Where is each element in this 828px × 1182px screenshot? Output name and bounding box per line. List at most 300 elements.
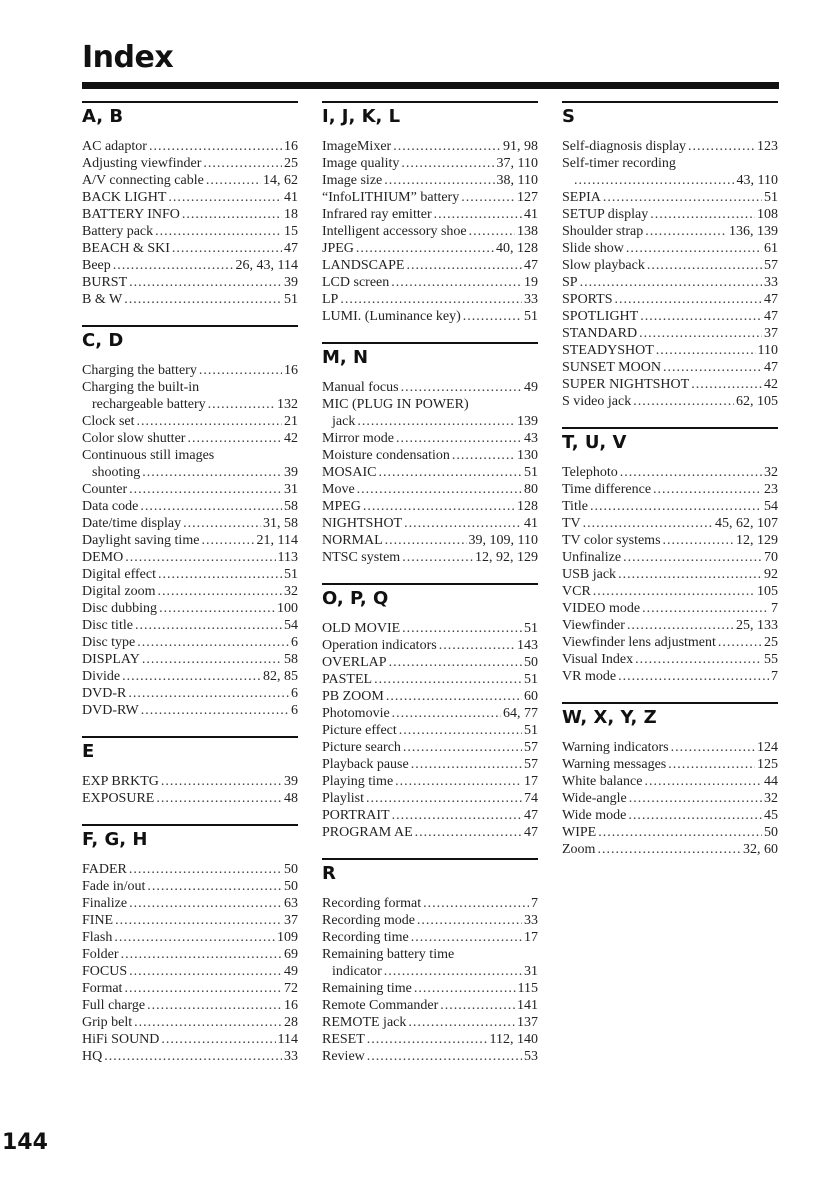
index-entry <box>322 980 538 997</box>
entry-label: Daylight saving time <box>82 533 200 548</box>
section-heading: W, X, Y, Z <box>562 707 657 728</box>
index-entry <box>82 1014 298 1031</box>
entry-label: Full charge <box>82 998 146 1013</box>
entry-label: HQ <box>82 1049 103 1064</box>
entry-page: 128 <box>517 499 538 514</box>
entry-page: 37 <box>764 326 778 341</box>
entry-label: DVD-R <box>82 686 127 701</box>
entry-label: VR mode <box>562 669 617 684</box>
entry-label: SETUP display <box>562 207 649 222</box>
dot-leader <box>639 325 762 342</box>
entry-label: Photomovie <box>322 706 390 721</box>
dot-leader <box>168 189 282 206</box>
entry-label: Divide <box>82 669 121 684</box>
dot-leader <box>378 464 522 481</box>
index-entry <box>562 376 778 393</box>
index-entry <box>322 773 538 790</box>
entry-page: 109 <box>277 930 298 945</box>
entry-page: 19 <box>524 275 538 290</box>
entry-page: 51 <box>284 292 298 307</box>
index-entry <box>562 790 778 807</box>
index-entry <box>82 566 298 583</box>
index-entry <box>82 498 298 515</box>
entry-label: Image quality <box>322 156 400 171</box>
entry-label: Remote Commander <box>322 998 439 1013</box>
entry-page: 31, 58 <box>263 516 298 531</box>
entry-page: 112, 140 <box>489 1032 538 1047</box>
index-entry <box>562 566 778 583</box>
index-column-2 <box>322 101 538 1065</box>
index-entry <box>82 274 298 291</box>
index-entry <box>322 138 538 155</box>
entry-page: 100 <box>277 601 298 616</box>
dot-leader <box>401 379 522 396</box>
entry-page: 31 <box>284 482 298 497</box>
index-column-1 <box>82 101 298 1065</box>
index-entry <box>322 379 538 396</box>
dot-leader <box>597 841 741 858</box>
index-entry <box>562 359 778 376</box>
index-entry <box>82 172 298 189</box>
index-section <box>562 702 778 858</box>
dot-leader <box>125 549 275 566</box>
dot-leader <box>583 515 713 532</box>
entry-page: 42 <box>284 431 298 446</box>
entry-page: 47 <box>764 292 778 307</box>
dot-leader <box>124 291 282 308</box>
entry-label: Disc dubbing <box>82 601 158 616</box>
entry-label: FADER <box>82 862 127 877</box>
entry-label: Counter <box>82 482 128 497</box>
entry-page: 6 <box>291 686 298 701</box>
entry-page: 44 <box>764 774 778 789</box>
entry-page: 74 <box>524 791 538 806</box>
entry-label: Self-diagnosis display <box>562 139 687 154</box>
dot-leader <box>113 257 234 274</box>
index-entry <box>82 291 298 308</box>
index-entry <box>562 824 778 841</box>
entry-page: 26, 43, 114 <box>235 258 298 273</box>
entry-page: 40, 128 <box>496 241 538 256</box>
entry-label: Charging the battery <box>82 363 197 378</box>
entry-label: B & W <box>82 292 123 307</box>
entry-page: 51 <box>524 465 538 480</box>
dot-leader <box>406 257 522 274</box>
index-entry <box>322 1048 538 1065</box>
index-entry <box>82 515 298 532</box>
index-entry <box>82 583 298 600</box>
entry-page: 58 <box>284 499 298 514</box>
dot-leader <box>115 912 282 929</box>
entry-label: Recording format <box>322 896 422 911</box>
entry-page: 17 <box>524 774 538 789</box>
entry-label: EXP BRKTG <box>82 774 159 789</box>
dot-leader <box>434 206 522 223</box>
entry-label: SEPIA <box>562 190 601 205</box>
entry-label: PB ZOOM <box>322 689 384 704</box>
entry-page: 12, 129 <box>736 533 778 548</box>
entry-label: Grip belt <box>82 1015 133 1030</box>
dot-leader <box>147 878 282 895</box>
index-entry <box>562 773 778 790</box>
entry-page: 45, 62, 107 <box>715 516 778 531</box>
entry-label: MOSAIC <box>322 465 377 480</box>
dot-leader <box>147 997 282 1014</box>
entry-page: 130 <box>517 448 538 463</box>
entry-label: Manual focus <box>322 380 399 395</box>
index-entry <box>82 362 298 379</box>
entry-label: PASTEL <box>322 672 373 687</box>
entry-page: 137 <box>517 1015 538 1030</box>
dot-leader <box>124 980 282 997</box>
dot-leader <box>663 359 762 376</box>
dot-leader <box>208 396 275 413</box>
entry-page: 138 <box>517 224 538 239</box>
dot-leader <box>137 413 283 430</box>
entry-label: Fade in/out <box>82 879 146 894</box>
index-entry <box>82 155 298 172</box>
entry-label: Warning indicators <box>562 740 669 755</box>
section-rule <box>322 101 538 103</box>
entry-page: 16 <box>284 139 298 154</box>
dot-leader <box>140 498 282 515</box>
entry-label: SUNSET MOON <box>562 360 661 375</box>
section-heading: O, P, Q <box>322 588 389 609</box>
entry-page: 70 <box>764 550 778 565</box>
entry-page: 50 <box>284 862 298 877</box>
entry-page: 39, 109, 110 <box>468 533 538 548</box>
dot-leader <box>183 515 261 532</box>
index-entry <box>562 583 778 600</box>
dot-leader <box>718 634 762 651</box>
entry-page: 47 <box>524 808 538 823</box>
index-entry <box>562 515 778 532</box>
entry-page: 17 <box>524 930 538 945</box>
dot-leader <box>593 583 755 600</box>
dot-leader <box>688 138 755 155</box>
dot-leader <box>159 600 275 617</box>
entry-page: 69 <box>284 947 298 962</box>
index-entry <box>562 668 778 685</box>
entry-label: White balance <box>562 774 643 789</box>
index-section <box>322 858 538 1065</box>
entry-label: EXPOSURE <box>82 791 155 806</box>
entry-label: Title <box>562 499 588 514</box>
entry-page: 33 <box>764 275 778 290</box>
entry-label: Moisture condensation <box>322 448 450 463</box>
index-entry <box>322 447 538 464</box>
section-rule <box>562 427 778 429</box>
dot-leader <box>155 223 282 240</box>
index-entry <box>322 532 538 549</box>
index-entry <box>322 257 538 274</box>
dot-leader <box>635 651 762 668</box>
dot-leader <box>114 929 275 946</box>
index-entry <box>562 274 778 291</box>
entry-label: Playing time <box>322 774 394 789</box>
index-entry <box>562 739 778 756</box>
dot-leader <box>357 481 522 498</box>
index-entry <box>322 413 538 430</box>
dot-leader <box>401 155 494 172</box>
entry-page: 57 <box>764 258 778 273</box>
entry-page: 57 <box>524 757 538 772</box>
entry-label: RESET <box>322 1032 365 1047</box>
dot-leader <box>156 790 282 807</box>
dot-leader <box>399 722 522 739</box>
entry-label: Playback pause <box>322 757 409 772</box>
section-heading: E <box>82 741 95 762</box>
entry-page: 28 <box>284 1015 298 1030</box>
entry-page: 105 <box>757 584 778 599</box>
dot-leader <box>391 274 522 291</box>
entry-label: NIGHTSHOT <box>322 516 403 531</box>
section-rule <box>562 101 778 103</box>
index-entry <box>562 291 778 308</box>
index-entry <box>82 651 298 668</box>
entry-page: 7 <box>771 601 778 616</box>
index-section <box>322 583 538 841</box>
index-entry <box>82 878 298 895</box>
section-rule <box>562 702 778 704</box>
index-section <box>562 101 778 410</box>
index-entry <box>322 498 538 515</box>
entry-page: 12, 92, 129 <box>475 550 538 565</box>
index-entry <box>322 172 538 189</box>
dot-leader <box>206 172 261 189</box>
entry-page: 37 <box>284 913 298 928</box>
entry-label: AC adaptor <box>82 139 147 154</box>
entry-label: Color slow shutter <box>82 431 186 446</box>
dot-leader <box>129 963 282 980</box>
index-section <box>82 325 298 719</box>
index-column-3 <box>562 101 778 858</box>
section-heading: S <box>562 106 575 127</box>
index-entry <box>562 223 778 240</box>
dot-leader <box>404 515 522 532</box>
index-entry <box>82 430 298 447</box>
entry-page: 25, 133 <box>736 618 778 633</box>
entry-page: 37, 110 <box>496 156 538 171</box>
entry-label: LP <box>322 292 339 307</box>
entry-page: 50 <box>524 655 538 670</box>
entry-label: LANDSCAPE <box>322 258 405 273</box>
entry-page: 136, 139 <box>729 224 778 239</box>
entry-label: ImageMixer <box>322 139 392 154</box>
dot-leader <box>129 481 282 498</box>
dot-leader <box>134 1014 282 1031</box>
dot-leader <box>384 963 522 980</box>
entry-label: Disc title <box>82 618 133 633</box>
entry-page: 32 <box>764 791 778 806</box>
entry-label: TV color systems <box>562 533 661 548</box>
index-entry <box>322 824 538 841</box>
dot-leader <box>650 206 755 223</box>
dot-leader <box>644 773 762 790</box>
section-rule <box>82 736 298 738</box>
entry-page: 47 <box>764 309 778 324</box>
index-entry <box>562 206 778 223</box>
dot-leader <box>357 413 515 430</box>
dot-leader <box>647 257 762 274</box>
dot-leader <box>580 274 762 291</box>
page-title: Index <box>82 40 174 75</box>
entry-label: DEMO <box>82 550 124 565</box>
section-heading: R <box>322 863 336 884</box>
entry-label: Shoulder strap <box>562 224 644 239</box>
dot-leader <box>691 376 762 393</box>
index-entry <box>562 841 778 858</box>
index-entry <box>82 532 298 549</box>
entry-label: Data code <box>82 499 139 514</box>
index-entry <box>322 722 538 739</box>
dot-leader <box>142 464 282 481</box>
entry-page: 64, 77 <box>503 706 538 721</box>
index-entry <box>322 481 538 498</box>
entry-label: Slide show <box>562 241 624 256</box>
entry-page: 41 <box>524 516 538 531</box>
index-entry <box>82 464 298 481</box>
index-entry <box>562 600 778 617</box>
entry-label: DISPLAY <box>82 652 140 667</box>
index-entry <box>322 464 538 481</box>
dot-leader <box>129 895 282 912</box>
section-rule <box>82 325 298 327</box>
entry-label: Warning messages <box>562 757 667 772</box>
entry-page: 43 <box>524 431 538 446</box>
entry-page: 33 <box>524 292 538 307</box>
index-entry <box>322 430 538 447</box>
index-entry <box>322 223 538 240</box>
entry-page: 115 <box>517 981 538 996</box>
entry-label: Infrared ray emitter <box>322 207 432 222</box>
index-entry <box>322 274 538 291</box>
entry-page: 91, 98 <box>503 139 538 154</box>
dot-leader <box>389 654 522 671</box>
index-entry <box>82 634 298 651</box>
entry-label: indicator <box>332 964 382 979</box>
dot-leader <box>439 637 515 654</box>
entry-label: Digital zoom <box>82 584 156 599</box>
section-heading: A, B <box>82 106 124 127</box>
index-entry <box>322 206 538 223</box>
index-entry <box>562 549 778 566</box>
index-entry <box>562 498 778 515</box>
entry-page: 21, 114 <box>256 533 298 548</box>
index-entry <box>562 481 778 498</box>
dot-leader <box>574 172 735 189</box>
index-entry <box>82 600 298 617</box>
dot-leader <box>628 807 762 824</box>
index-entry <box>322 997 538 1014</box>
index-entry <box>82 206 298 223</box>
dot-leader <box>392 807 522 824</box>
entry-page: 32 <box>764 465 778 480</box>
entry-page: 51 <box>764 190 778 205</box>
entry-page: 139 <box>517 414 538 429</box>
entry-page: 16 <box>284 998 298 1013</box>
entry-page: 32, 60 <box>743 842 778 857</box>
section-heading: C, D <box>82 330 124 351</box>
dot-leader <box>411 756 522 773</box>
entry-label: rechargeable battery <box>92 397 206 412</box>
index-entry <box>82 189 298 206</box>
dot-leader <box>656 342 756 359</box>
dot-leader <box>203 155 282 172</box>
index-entry <box>322 308 538 325</box>
entry-page: 132 <box>277 397 298 412</box>
entry-page: 60 <box>524 689 538 704</box>
dot-leader <box>417 912 522 929</box>
entry-label: LCD screen <box>322 275 390 290</box>
index-entry <box>82 668 298 685</box>
entry-page: 32 <box>284 584 298 599</box>
entry-page: 54 <box>284 618 298 633</box>
entry-label: JPEG <box>322 241 354 256</box>
entry-label: USB jack <box>562 567 617 582</box>
entry-page: 39 <box>284 465 298 480</box>
entry-label: MPEG <box>322 499 361 514</box>
entry-page: 42 <box>764 377 778 392</box>
index-entry <box>322 549 538 566</box>
index-entry <box>82 861 298 878</box>
index-entry <box>82 980 298 997</box>
entry-page: 124 <box>757 740 778 755</box>
dot-leader <box>668 756 755 773</box>
dot-leader <box>363 498 515 515</box>
entry-label: Date/time display <box>82 516 182 531</box>
dot-leader <box>172 240 282 257</box>
entry-page: 110 <box>757 343 778 358</box>
dot-leader <box>386 688 522 705</box>
dot-leader <box>396 430 522 447</box>
section-rule <box>82 824 298 826</box>
entry-page: 23 <box>764 482 778 497</box>
entry-label: Wide-angle <box>562 791 627 806</box>
index-section <box>322 342 538 566</box>
entry-page: 51 <box>524 309 538 324</box>
entry-label: DVD-RW <box>82 703 139 718</box>
entry-label: Viewfinder <box>562 618 625 633</box>
entry-page: 50 <box>764 825 778 840</box>
entry-page: 51 <box>524 723 538 738</box>
entry-label: Clock set <box>82 414 135 429</box>
entry-page: 39 <box>284 774 298 789</box>
entry-label: SUPER NIGHTSHOT <box>562 377 690 392</box>
index-entry <box>322 671 538 688</box>
index-entry <box>322 654 538 671</box>
section-heading: F, G, H <box>82 829 148 850</box>
dot-leader <box>392 705 501 722</box>
entry-page: 41 <box>284 190 298 205</box>
index-entry-heading: Remaining battery time <box>322 947 455 962</box>
index-entry-heading: MIC (PLUG IN POWER) <box>322 397 469 412</box>
index-entry <box>562 756 778 773</box>
dot-leader <box>403 739 522 756</box>
section-heading: T, U, V <box>562 432 627 453</box>
index-entry <box>322 739 538 756</box>
entry-label: Recording time <box>322 930 409 945</box>
dot-leader <box>402 549 473 566</box>
entry-label: Finalize <box>82 896 128 911</box>
entry-label: S video jack <box>562 394 632 409</box>
dot-leader <box>626 240 762 257</box>
dot-leader <box>104 1048 282 1065</box>
dot-leader <box>161 1031 275 1048</box>
index-entry <box>322 189 538 206</box>
entry-page: 49 <box>284 964 298 979</box>
index-section <box>322 101 538 325</box>
